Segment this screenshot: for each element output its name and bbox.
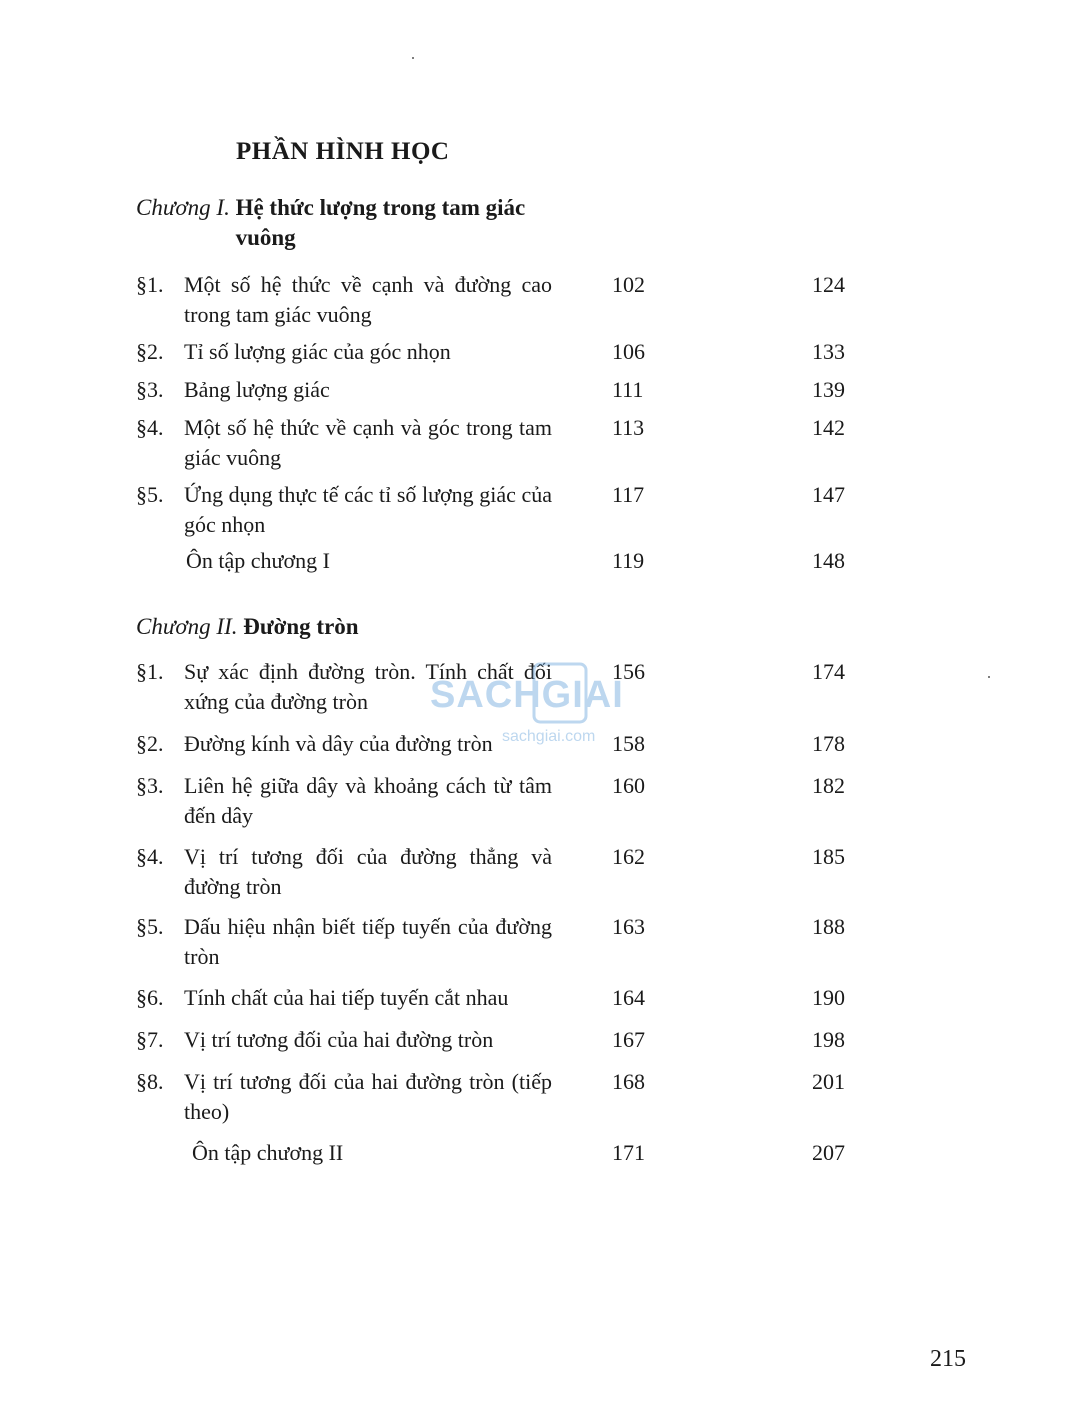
entry-title: Bảng lượng giác <box>184 377 330 402</box>
page-ref-1: 160 <box>612 773 645 798</box>
entry-title: Ôn tập chương I <box>186 548 330 573</box>
part-title: PHẦN HÌNH HỌC <box>236 138 450 165</box>
page-ref-1: 113 <box>612 415 645 440</box>
section-number: §2. <box>136 731 164 756</box>
section-number: §4. <box>136 844 164 869</box>
page-ref-1: 106 <box>612 339 645 364</box>
page-ref-2: 178 <box>812 731 845 756</box>
entry-title: Vị trí tương đối của hai đường tròn <box>184 1027 494 1052</box>
section-number: §2. <box>136 339 164 364</box>
chapter-title: Đường tròn <box>243 614 359 639</box>
section-number: §1. <box>136 659 164 684</box>
page-ref-2: 207 <box>812 1140 845 1165</box>
chapter-label: Chương I. <box>136 195 230 220</box>
section-number: §5. <box>136 914 164 939</box>
page-ref-2: 198 <box>812 1027 845 1052</box>
scan-speck <box>988 676 990 678</box>
section-number: §3. <box>136 773 164 798</box>
entry-title: Ứng dụng thực tế các tỉ số lượng giác của góc nhọn <box>184 482 552 537</box>
entry-title: Tỉ số lượng giác của góc nhọn <box>184 339 451 364</box>
page-ref-1: 164 <box>612 985 645 1010</box>
entry-title: Vị trí tương đối của đường thẳng và đường tròn <box>184 844 552 899</box>
page-ref-2: 147 <box>812 482 845 507</box>
chapter-label: Chương II. <box>136 614 238 639</box>
scan-speck <box>412 57 414 59</box>
entry-title: Một số hệ thức về cạnh và đường cao trong tam giác vuông <box>184 272 552 327</box>
page-ref-1: 163 <box>612 914 645 939</box>
watermark-subtext: sachgiai.com <box>502 728 596 745</box>
chapter-title: Hệ thức lượng trong tam giác vuông <box>235 195 526 250</box>
page-ref-2: 124 <box>812 272 845 297</box>
chapter-heading <box>136 612 359 642</box>
page-ref-2: 190 <box>812 985 845 1010</box>
page-ref-2: 182 <box>812 773 845 798</box>
page-ref-1: 168 <box>612 1069 645 1094</box>
page-ref-1: 156 <box>612 659 645 684</box>
entry-title: Tính chất của hai tiếp tuyến cắt nhau <box>184 985 509 1010</box>
page-ref-1: 119 <box>612 548 645 573</box>
section-number: §5. <box>136 482 164 507</box>
page-ref-2: 148 <box>812 548 845 573</box>
page-ref-1: 111 <box>612 377 644 402</box>
section-number: §6. <box>136 985 164 1010</box>
page-ref-1: 167 <box>612 1027 645 1052</box>
entry-title: Liên hệ giữa dây và khoảng cách từ tâm đến dây <box>184 773 552 828</box>
page-ref-2: 185 <box>812 844 845 869</box>
entry-title: Vị trí tương đối của hai đường tròn (tiếp theo) <box>184 1069 552 1124</box>
page-ref-2: 201 <box>812 1069 845 1094</box>
section-number: §8. <box>136 1069 164 1094</box>
page-ref-1: 117 <box>612 482 645 507</box>
page-ref-2: 174 <box>812 659 845 684</box>
page-ref-1: 102 <box>612 272 645 297</box>
section-number: §3. <box>136 377 164 402</box>
page-ref-1: 162 <box>612 844 645 869</box>
page-ref-2: 133 <box>812 339 845 364</box>
page-ref-2: 188 <box>812 914 845 939</box>
section-number: §1. <box>136 272 164 297</box>
page-number: 215 <box>930 1346 966 1372</box>
watermark-text: SACHGIAI <box>430 674 624 716</box>
page-ref-1: 158 <box>612 731 645 756</box>
page-ref-1: 171 <box>612 1140 645 1165</box>
page-ref-2: 142 <box>812 415 845 440</box>
section-number: §4. <box>136 415 164 440</box>
entry-title: Đường kính và dây của đường tròn <box>184 731 493 756</box>
entry-title: Ôn tập chương II <box>192 1140 344 1165</box>
page-ref-2: 139 <box>812 377 845 402</box>
chapter-heading <box>136 193 556 253</box>
entry-title: Một số hệ thức về cạnh và góc trong tam giác vuông <box>184 415 552 470</box>
entry-title: Sự xác định đường tròn. Tính chất đối xứng của đường tròn <box>184 659 552 714</box>
section-number: §7. <box>136 1027 164 1052</box>
entry-title: Dấu hiệu nhận biết tiếp tuyến của đường tròn <box>184 914 552 969</box>
